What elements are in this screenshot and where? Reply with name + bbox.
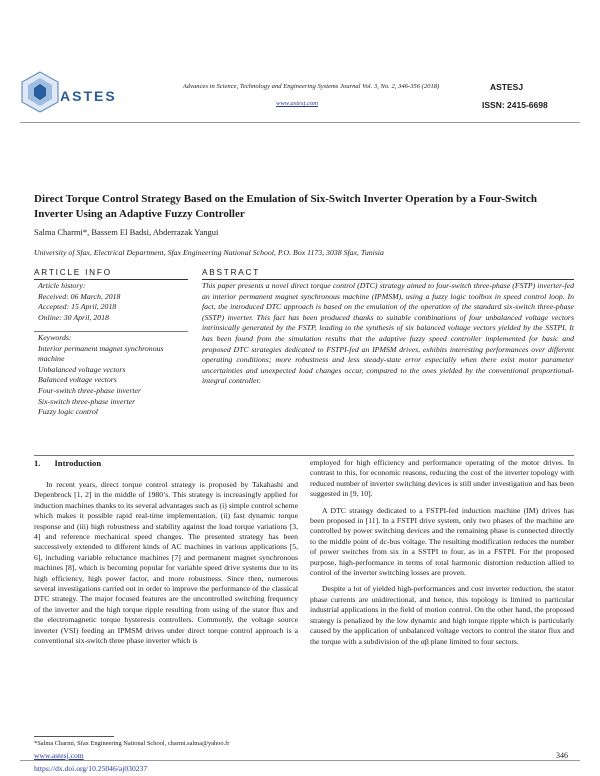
keywords-label: Keywords:	[38, 333, 72, 342]
received-date: Received: 06 March, 2018	[38, 291, 121, 301]
journal-id-box	[476, 74, 576, 122]
article-history	[38, 281, 188, 323]
body-paragraph: Despite a lot of yielded high-performances and cost inverter reduction, the stator phase currents are unidirectional, and hence, this topology is limited to particular industrial applications in the field of motion control. On the other hand, the proposed strategy is penalized by the low dynamic and high torque ripple which is particularly caused by the application of unbalanced voltage vectors to control the stator flux and the torque with a subdivision of the αβ plane limited to four sectors.	[310, 584, 574, 646]
astes-emblem-icon	[18, 70, 62, 114]
online-date: Online: 30 April, 2018	[38, 312, 109, 322]
keywords-rule	[34, 331, 188, 332]
section-title: Introduction	[54, 458, 102, 468]
article-info-rule	[34, 279, 188, 280]
journal-url-link[interactable]: www.astesj.com	[276, 100, 319, 107]
body-paragraph: A DTC strategy dedicated to a FSTPI-fed induction machine (IM) drives has been proposed in [11]. In a FSTPI drive system, only two phases of the machine are controlled by power switching devices and the remaining phase is connected directly to the middle point of dc-bus voltage. The resulting modification reduces the number of power switches from six in a SSTPI to four, as in a FSTPI. For the proposed purpose, high-performance in terms of total harmonic distortion reduction allied to control of the inverter switching losses are proven.	[310, 505, 574, 578]
paper-affiliation: University of Sfax, Electrical Department, Sfax Engineering National School, P.O. Box 1173, 3038 Sfax, Tunisia	[34, 248, 384, 257]
body-paragraph: employed for high efficiency and performance operating of the motor drives. In contrast to this, for economic reasons, reducing the cost of the inverter topology with reduced number of inverter switching devices is still under investigation and has been suggested in [9, 10].	[310, 458, 574, 499]
footnote-rule	[34, 736, 114, 737]
paper-title: Direct Torque Control Strategy Based on the Emulation of Six-Switch Inverter Operation by a Four-Switch Inverter Using an Adaptive Fuzzy Controller	[34, 193, 537, 220]
section-heading-introduction	[34, 458, 101, 468]
footer-divider	[20, 760, 580, 761]
journal-issn: ISSN: 2415-6698	[482, 100, 548, 110]
body-column-right	[310, 458, 574, 647]
abstract-text: This paper presents a novel direct torque control (DTC) strategy aimed to four-switch three-phase (FSTP) inverter-fed an interior permanent magnet synchronous machine (IPMSM), using a fuzzy logic toolbox in speed control loop. In fact, the introduced DTC approach is based on the emulation of the operation of the standard six-switch three-phase (SSTP) inverter. This fact has been produced thanks to suitable combinations of four unbalanced voltage vectors intrinsically generated by the FSTP, leading to the synthesis of six balanced voltage vectors yielded by the SSTPI. It has been found from the simulation results that the adaptive fuzzy speed controller implemented for basic and proposed DTC strategies dedicated to FSTPI-fed an IPMSM drives, exhibits interesting performances over different operating conditions; more robustness and less steady-state error especially when there exist motor parameter uncertainties and unexpected load changes occur, compared to the ones yielded by the conventional proportional-integral controller.	[202, 281, 574, 386]
logo-text: ASTES	[60, 88, 117, 104]
history-label: Article history:	[38, 281, 86, 290]
paper-authors: Salma Charmi*, Bassem El Badsi, Abderrazak Yangui	[34, 227, 219, 237]
page-number: 346	[556, 751, 568, 760]
body-paragraph: In recent years, direct torque control strategy is proposed by Takahashi and Depenbrock [1, 2] in the middle of 1980’s. This strategy is increasingly applied for induction machines thanks to its several advantages such as (i) simple control scheme which makes it possible rapid real-time implementation, (ii) fast dynamic torque response and (iii) high robustness and stability against the load torque variations [3, 4] and reference mechanical speed changes. The presented strategy has been successively extended to different kinds of AC machines in various applications [5, 6], including variable reluctance machines [7] and permanent magnet synchronous machines [8], which is becoming popular for variable speed drive systems due to its high efficiency, high power factor, and more robustness. Since then, numerous several investigations carried out in order to improve the performance of the classical DTC strategy. The major focused features are the uncontrolled switching frequency of the inverter and the high torque ripple resulting from using of the stator flux and the electromagnetic torque hysteresis controllers. Commonly, the voltage source inverter (VSI) feeding an IPMSM drives under direct torque control approach is a conventional six-switch three phase inverter which is	[34, 480, 298, 646]
article-info-heading: ARTICLE INFO	[34, 268, 112, 277]
abstract-heading: ABSTRACT	[202, 268, 261, 277]
keywords-list	[38, 333, 188, 418]
corresponding-author-footnote: *Salma Charmi, Sfax Engineering National School, charmi.salma@yahoo.fr	[34, 740, 230, 747]
journal-abbrev: ASTESJ	[490, 82, 524, 92]
journal-citation: Advances in Science, Technology and Engineering Systems Journal Vol. 3, No. 2, 346-356 (2018)	[182, 83, 440, 90]
section-number: 1.	[34, 458, 41, 468]
doi-link[interactable]: https://dx.doi.org/10.25046/aj030237	[34, 764, 148, 773]
body-column-left	[34, 480, 298, 647]
header-divider	[20, 122, 580, 123]
keyword-item: Unbalanced voltage vectors	[38, 364, 126, 374]
keyword-item: Four-switch three-phase inverter	[38, 385, 142, 395]
footer-site-link[interactable]: www.astesj.com	[34, 751, 84, 760]
accepted-date: Accepted: 15 April, 2018	[38, 302, 117, 312]
journal-logo	[18, 70, 138, 114]
front-matter-rule	[34, 455, 574, 456]
keyword-item: Fuzzy logic control	[38, 407, 98, 417]
keyword-item: Interior permanent magnet synchronous machine	[38, 343, 164, 364]
keyword-item: Six-switch three-phase inverter	[38, 396, 136, 406]
abstract-rule	[202, 279, 574, 280]
keyword-item: Balanced voltage vectors	[38, 375, 117, 385]
